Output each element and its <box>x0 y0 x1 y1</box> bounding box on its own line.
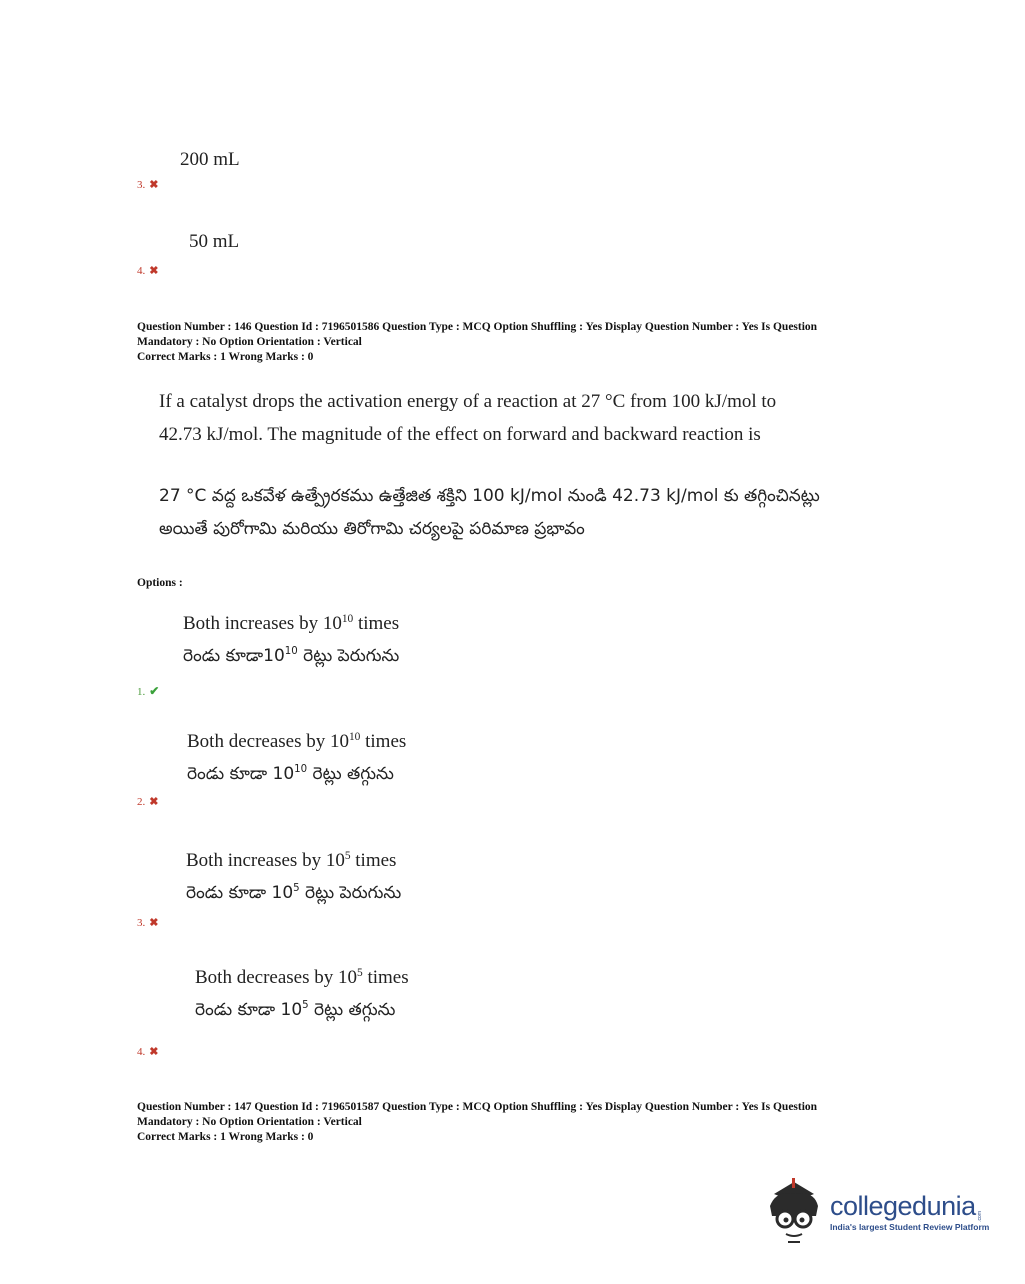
option-4-te-base: రెండు కూడా 10 <box>195 1000 303 1020</box>
option-1-te-exp: 10 <box>284 646 298 657</box>
cross-icon: ✖ <box>149 917 159 929</box>
collegedunia-logo <box>766 1176 989 1246</box>
prev-option-3-number: 3. <box>137 178 146 191</box>
option-4-te-post: రెట్లు తగ్గును <box>308 1000 396 1020</box>
q147-meta-line1: Question Number : 147 Question Id : 7196501587 Question Type : MCQ Option Shuffling : Yes Display Question Number : Yes Is Question <box>137 1101 818 1113</box>
option-1-telugu <box>183 638 399 674</box>
option-1[interactable] <box>183 610 399 674</box>
q147-meta <box>137 1100 917 1145</box>
options-label: Options : <box>137 577 183 589</box>
q146-meta-line2: Mandatory : No Option Orientation : Vertical <box>137 336 362 348</box>
q146-telugu-line2: అయితే పురోగామి మరియు తిరోగామి చర్యలపై పరిమాణ ప్రభావం <box>159 519 585 539</box>
option-3-number: 3. <box>137 916 146 929</box>
option-1-en-post: times <box>353 613 400 634</box>
option-2-te-exp: 10 <box>294 764 308 775</box>
option-3[interactable] <box>186 847 401 911</box>
logo-com: .com <box>976 1210 983 1222</box>
option-1-te-post: రెట్లు పెరుగును <box>297 646 400 666</box>
q146-meta <box>137 320 917 365</box>
prev-option-4-text: 50 mL <box>189 231 240 252</box>
option-3-marker <box>137 916 158 929</box>
q146-telugu-line1: 27 °C వద్ద ఒకవేళ ఉత్ప్రేరకము ఉత్తేజిత శక్తిని 100 kJ/mol నుండి 42.73 kJ/mol కు తగ్గించినట్లు <box>159 486 820 506</box>
q146-english-line1: If a catalyst drops the activation energy of a reaction at 27 °C from 100 kJ/mol to <box>159 391 777 412</box>
cross-icon: ✖ <box>149 796 159 808</box>
logo-title: collegedunia <box>830 1190 976 1221</box>
option-3-en-exp: 5 <box>344 850 351 862</box>
option-2-marker <box>137 795 158 808</box>
prev-option-3-text: 200 mL <box>180 149 240 170</box>
option-1-en-base: Both increases by 10 <box>183 613 342 634</box>
option-4-telugu <box>195 992 409 1028</box>
option-1-marker <box>137 684 159 699</box>
prev-option-4-marker <box>137 264 158 277</box>
cross-icon: ✖ <box>149 179 159 191</box>
cross-icon: ✖ <box>149 1046 159 1058</box>
prev-option-3-marker <box>137 178 158 191</box>
prev-option-4-number: 4. <box>137 264 146 277</box>
option-1-te-base: రెండు కూడా10 <box>183 646 285 666</box>
q146-meta-line3: Correct Marks : 1 Wrong Marks : 0 <box>137 351 314 363</box>
option-3-telugu <box>186 875 401 911</box>
option-4-marker <box>137 1045 158 1058</box>
option-2[interactable] <box>187 728 406 792</box>
logo-text <box>830 1191 989 1232</box>
cross-icon: ✖ <box>149 265 159 277</box>
option-2-telugu <box>187 756 406 792</box>
option-4-en-base: Both decreases by 10 <box>195 967 357 988</box>
option-1-en-exp: 10 <box>341 613 354 625</box>
option-2-te-base: రెండు కూడా 10 <box>187 764 295 784</box>
option-3-en-base: Both increases by 10 <box>186 850 345 871</box>
q146-english-line2: 42.73 kJ/mol. The magnitude of the effect on forward and backward reaction is <box>159 424 761 445</box>
option-2-en-exp: 10 <box>348 731 361 743</box>
option-3-english <box>186 847 401 875</box>
option-4-english <box>195 964 409 992</box>
option-2-en-base: Both decreases by 10 <box>187 731 349 752</box>
option-4[interactable] <box>195 964 409 1028</box>
option-1-english <box>183 610 399 638</box>
option-1-number: 1. <box>137 685 146 698</box>
logo-tagline: India's largest Student Review Platform <box>830 1221 990 1232</box>
option-2-te-post: రెట్లు తగ్గును <box>307 764 394 784</box>
mascot-icon <box>766 1176 822 1246</box>
q146-english-text <box>159 385 839 451</box>
option-4-number: 4. <box>137 1045 146 1058</box>
q147-meta-line3: Correct Marks : 1 Wrong Marks : 0 <box>137 1131 314 1143</box>
q146-telugu-text <box>159 480 859 546</box>
option-4-en-post: times <box>362 967 409 988</box>
option-3-te-exp: 5 <box>293 883 300 894</box>
option-2-number: 2. <box>137 795 146 808</box>
q147-meta-line2: Mandatory : No Option Orientation : Vertical <box>137 1116 362 1128</box>
check-icon: ✔ <box>149 684 160 698</box>
option-4-te-exp: 5 <box>302 1000 309 1011</box>
option-4-en-exp: 5 <box>356 967 363 979</box>
option-3-en-post: times <box>350 850 397 871</box>
option-3-te-base: రెండు కూడా 10 <box>186 883 294 903</box>
option-2-en-post: times <box>360 731 407 752</box>
option-2-english <box>187 728 406 756</box>
option-3-te-post: రెట్లు పెరుగును <box>299 883 402 903</box>
q146-meta-line1: Question Number : 146 Question Id : 7196501586 Question Type : MCQ Option Shuffling : Yes Display Question Number : Yes Is Question <box>137 321 818 333</box>
